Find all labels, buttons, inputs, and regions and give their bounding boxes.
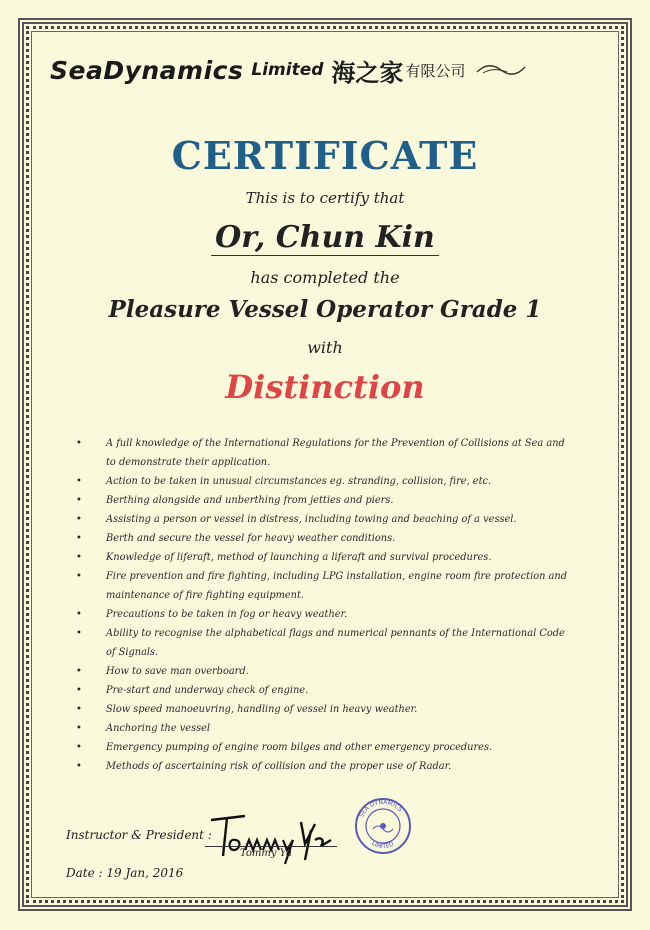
company-brand-suffix: Limited bbox=[251, 60, 324, 80]
signature-label: Instructor & President : bbox=[66, 828, 212, 842]
issue-date: Date : 19 Jan, 2016 bbox=[66, 866, 184, 880]
list-item: • Berth and secure the vessel for heavy weather conditions. bbox=[72, 529, 572, 548]
list-item: • Assisting a person or vessel in distress, including towing and beaching of a vessel. bbox=[72, 510, 572, 529]
list-item: • How to save man overboard. bbox=[72, 662, 572, 681]
with-statement: with bbox=[307, 338, 343, 357]
list-item: • A full knowledge of the International Regulations for the Prevention of Collisions at Sea and to demonstrate their application. bbox=[72, 434, 572, 472]
list-item: • Emergency pumping of engine room bilges and other emergency procedures. bbox=[72, 738, 572, 757]
company-seal-stamp bbox=[353, 796, 413, 856]
list-item: • Methods of ascertaining risk of collision and the proper use of Radar. bbox=[72, 757, 572, 776]
completed-statement: has completed the bbox=[250, 268, 400, 287]
list-item: • Action to be taken in unusual circumstances eg. stranding, collision, fire, etc. bbox=[72, 472, 572, 491]
recipient-name bbox=[0, 220, 650, 255]
list-item: • Precautions to be taken in fog or heavy weather. bbox=[72, 605, 572, 624]
company-name-chinese: 海之家 bbox=[331, 58, 404, 87]
certify-statement: This is to certify that bbox=[245, 189, 405, 207]
company-name-chinese-suffix: 有限公司 bbox=[405, 61, 466, 80]
wave-logo-icon bbox=[475, 61, 527, 79]
list-item: • Ability to recognise the alphabetical flags and numerical pennants of the International Code of Signals. bbox=[72, 624, 572, 662]
signatory-printed-name: Tommy Yu bbox=[240, 848, 292, 859]
stamp-text-bottom: LIMITED bbox=[370, 839, 396, 851]
competency-list bbox=[72, 434, 572, 776]
recipient-name-text: Or, Chun Kin bbox=[211, 220, 439, 256]
stamp-text-top: SEA DYNAMICS bbox=[357, 798, 404, 819]
company-header bbox=[50, 52, 610, 88]
signature-line bbox=[205, 846, 337, 847]
company-brand: SeaDynamics bbox=[50, 55, 244, 85]
list-item: • Anchoring the vessel bbox=[72, 719, 572, 738]
list-item: • Fire prevention and fire fighting, including LPG installation, engine room fire protection and maintenance of fire fighting equipment. bbox=[72, 567, 572, 605]
svg-text:LIMITED bbox=[370, 840, 395, 850]
list-item: • Knowledge of liferaft, method of launching a liferaft and survival procedures. bbox=[72, 548, 572, 567]
certificate-title: CERTIFICATE bbox=[171, 133, 479, 178]
list-item: • Pre-start and underway check of engine. bbox=[72, 681, 572, 700]
list-item: • Slow speed manoeuvring, handling of vessel in heavy weather. bbox=[72, 700, 572, 719]
distinction-grade: Distinction bbox=[225, 368, 425, 406]
list-item: • Berthing alongside and unberthing from jetties and piers. bbox=[72, 491, 572, 510]
course-name: Pleasure Vessel Operator Grade 1 bbox=[108, 296, 542, 323]
